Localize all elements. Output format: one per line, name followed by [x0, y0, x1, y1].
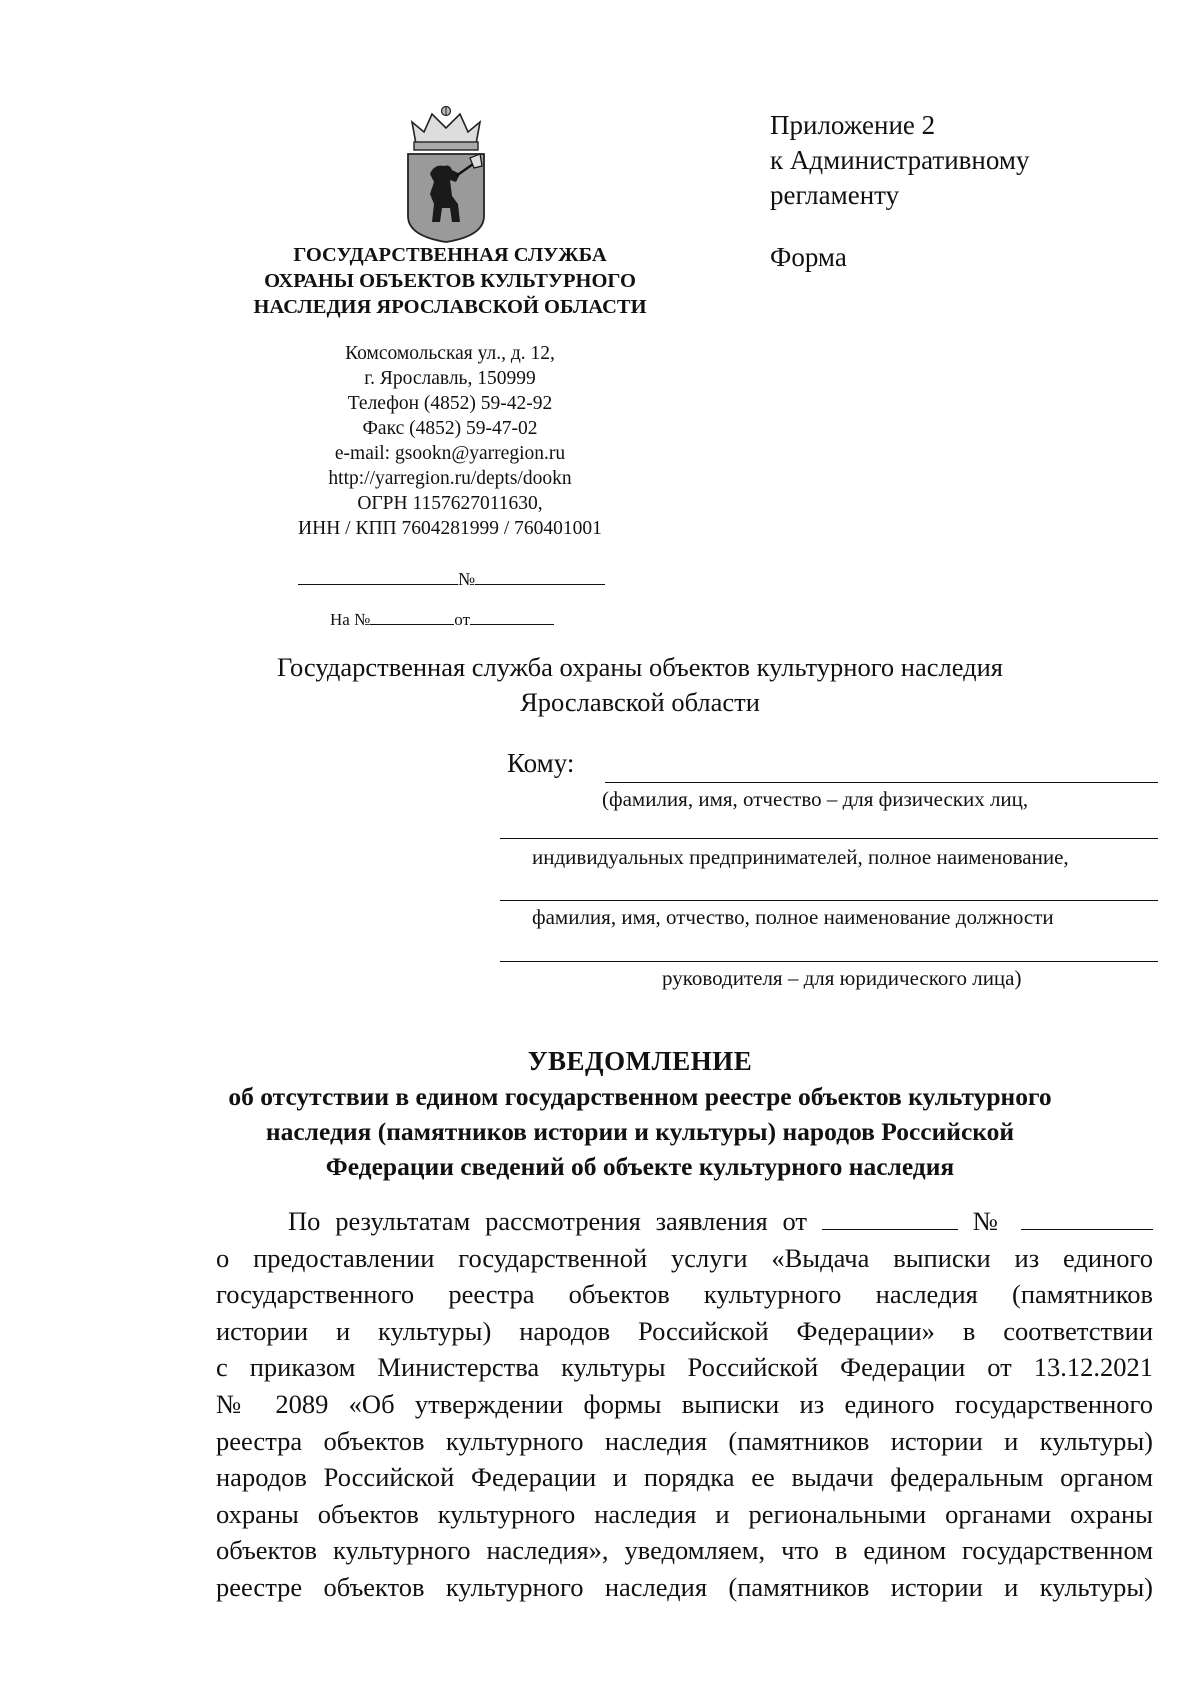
incoming-date-blank[interactable]	[470, 604, 554, 625]
addressee-line[interactable]	[605, 782, 1158, 783]
body-line	[216, 1203, 1153, 1240]
application-number-blank[interactable]	[1021, 1207, 1153, 1230]
outgoing-date-blank[interactable]	[298, 564, 458, 585]
sender-line: Государственная служба охраны объектов культурного наследия	[277, 652, 1003, 682]
addressee-label: Кому:	[507, 748, 575, 778]
sender-line: Ярославской области	[520, 687, 760, 717]
contact-website: http://yarregion.ru/depts/dookn	[328, 468, 572, 489]
body-line: народов Российской Федерации и порядка ее выдачи федеральным органом	[216, 1462, 1153, 1493]
body-line: о предоставлении государственной услуги «Выдача выписки из единого	[216, 1242, 1153, 1273]
body-line: реестра объектов культурного наследия (памятников истории и культуры)	[216, 1425, 1153, 1456]
organization-contacts	[230, 341, 670, 541]
incoming-number-blank[interactable]	[370, 604, 454, 625]
organization-name-line: НАСЛЕДИЯ ЯРОСЛАВСКОЙ ОБЛАСТИ	[253, 296, 647, 318]
contact-phone: Телефон (4852) 59-42-92	[347, 393, 553, 414]
contact-city: г. Ярославль, 150999	[364, 368, 536, 389]
number-sign: №	[458, 569, 476, 589]
number-sign: №	[972, 1206, 1007, 1236]
addressee-hint: фамилия, имя, отчество, полное наименование должности	[532, 905, 1054, 929]
addressee-line[interactable]	[500, 838, 1158, 839]
sender-organization	[200, 650, 1080, 720]
title-subtitle-line: наследия (памятников истории и культуры) народов Российской	[265, 1117, 1015, 1146]
outgoing-number-line	[298, 564, 605, 590]
contact-email: e-mail: gsookn@yarregion.ru	[334, 443, 566, 464]
outgoing-number-blank[interactable]	[475, 564, 605, 585]
addressee-line[interactable]	[500, 961, 1158, 962]
document-title	[190, 1043, 1090, 1184]
title-subtitle-line: Федерации сведений об объекте культурного наследия	[325, 1152, 955, 1181]
title-main: УВЕДОМЛЕНИЕ	[527, 1046, 753, 1076]
organization-name	[200, 242, 700, 320]
body-line: охраны объектов культурного наследия и региональными органами охраны	[216, 1498, 1153, 1529]
addressee-hint: индивидуальных предпринимателей, полное наименование,	[532, 845, 1069, 869]
incoming-reference-line	[330, 604, 554, 630]
body-line-text: По результатам рассмотрения заявления от	[288, 1206, 808, 1236]
body-line: объектов культурного наследия», уведомляем, что в едином государственном	[216, 1535, 1153, 1566]
body-line: государственного реестра объектов культурного наследия (памятников	[216, 1279, 1153, 1310]
annex-line: регламенту	[770, 180, 900, 210]
addressee-line[interactable]	[500, 900, 1158, 901]
body-line: реестре объектов культурного наследия (памятников истории и культуры)	[216, 1571, 1153, 1602]
contact-fax: Факс (4852) 59-47-02	[362, 418, 538, 439]
organization-name-line: ГОСУДАРСТВЕННАЯ СЛУЖБА	[293, 244, 607, 266]
title-subtitle-line: об отсутствии в едином государственном реестре объектов культурного	[228, 1082, 1052, 1111]
application-date-blank[interactable]	[822, 1207, 958, 1230]
form-label: Форма	[770, 242, 847, 272]
incoming-prefix: На №	[330, 610, 371, 629]
annex-line: Приложение 2	[770, 110, 936, 140]
notice-body	[216, 1203, 1153, 1606]
addressee-hint: (фамилия, имя, отчество – для физических лиц,	[602, 787, 1029, 811]
incoming-from: от	[454, 610, 471, 629]
addressee-hint: руководителя – для юридического лица)	[662, 966, 1022, 990]
contact-ogrn: ОГРН 1157627011630,	[357, 493, 543, 514]
organization-name-line: ОХРАНЫ ОБЪЕКТОВ КУЛЬТУРНОГО	[264, 270, 636, 292]
body-line: № 2089 «Об утверждении формы выписки из единого государственного	[216, 1388, 1153, 1419]
body-line: истории и культуры) народов Российской Федерации» в соответствии	[216, 1315, 1153, 1346]
annex-line: к Административному	[770, 145, 1030, 175]
body-line: с приказом Министерства культуры Российской Федерации от 13.12.2021	[216, 1352, 1153, 1383]
contact-address: Комсомольская ул., д. 12,	[345, 343, 555, 364]
yaroslavl-coat-of-arms-icon	[400, 104, 492, 244]
contact-inn-kpp: ИНН / КПП 7604281999 / 760401001	[298, 518, 602, 539]
annex-reference	[770, 108, 1029, 213]
